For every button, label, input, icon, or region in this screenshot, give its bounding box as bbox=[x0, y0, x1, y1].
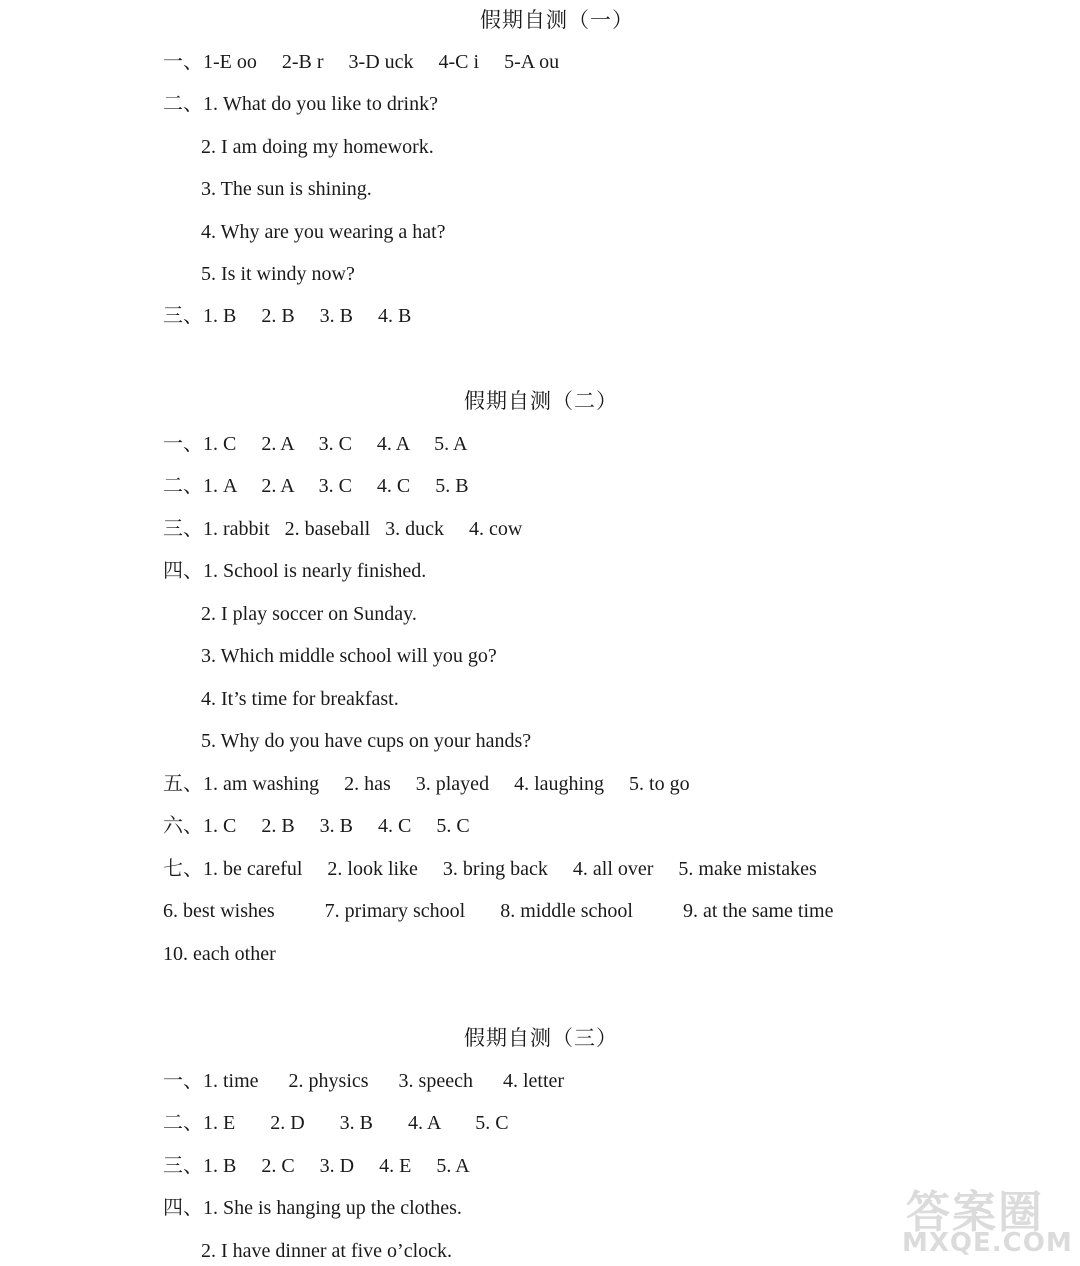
answer-line: 一、1-E oo 2-B r 3-D uck 4-C i 5-A ou bbox=[163, 51, 560, 73]
answer-line: 2. I have dinner at five o’clock. bbox=[201, 1240, 453, 1262]
answer-line: 六、1. C 2. B 3. B 4. C 5. C bbox=[163, 815, 470, 837]
answer-line: 4. Why are you wearing a hat? bbox=[201, 221, 446, 243]
answer-line: 4. It’s time for breakfast. bbox=[201, 688, 399, 710]
answer-line: 一、1. C 2. A 3. C 4. A 5. A bbox=[163, 433, 468, 455]
section-2-title: 假期自测（二） bbox=[464, 389, 618, 413]
watermark-url: MXQE.COM bbox=[902, 1228, 1073, 1258]
answer-line: 2. I am doing my homework. bbox=[201, 136, 434, 158]
answer-line: 七、1. be careful 2. look like 3. bring back 4. all over 5. make mistakes bbox=[163, 858, 817, 880]
answer-line: 3. Which middle school will you go? bbox=[201, 645, 497, 667]
answer-line: 5. Is it windy now? bbox=[201, 263, 355, 285]
section-3-title: 假期自测（三） bbox=[464, 1026, 618, 1050]
answer-line: 四、1. She is hanging up the clothes. bbox=[163, 1197, 462, 1219]
watermark-text: 答案圈 bbox=[906, 1187, 1044, 1238]
answer-line: 2. I play soccer on Sunday. bbox=[201, 603, 417, 625]
section-1-title: 假期自测（一） bbox=[480, 8, 634, 32]
answer-line: 10. each other bbox=[163, 943, 276, 965]
answer-line: 二、1. What do you like to drink? bbox=[163, 93, 438, 115]
answer-line: 三、1. B 2. C 3. D 4. E 5. A bbox=[163, 1155, 470, 1177]
answer-line: 四、1. School is nearly finished. bbox=[163, 560, 427, 582]
answer-line: 三、1. rabbit 2. baseball 3. duck 4. cow bbox=[163, 518, 523, 540]
answer-line: 一、1. time 2. physics 3. speech 4. letter bbox=[163, 1070, 565, 1092]
answer-line: 五、1. am washing 2. has 3. played 4. laughing 5. to go bbox=[163, 773, 690, 795]
watermark-logo bbox=[902, 1176, 1072, 1262]
answer-line: 3. The sun is shining. bbox=[201, 178, 372, 200]
answer-line: 6. best wishes 7. primary school 8. middle school 9. at the same time bbox=[163, 900, 834, 922]
answer-line: 二、1. A 2. A 3. C 4. C 5. B bbox=[163, 475, 469, 497]
answer-line: 5. Why do you have cups on your hands? bbox=[201, 730, 532, 752]
answer-line: 二、1. E 2. D 3. B 4. A 5. C bbox=[163, 1112, 509, 1134]
answer-line: 三、1. B 2. B 3. B 4. B bbox=[163, 305, 412, 327]
